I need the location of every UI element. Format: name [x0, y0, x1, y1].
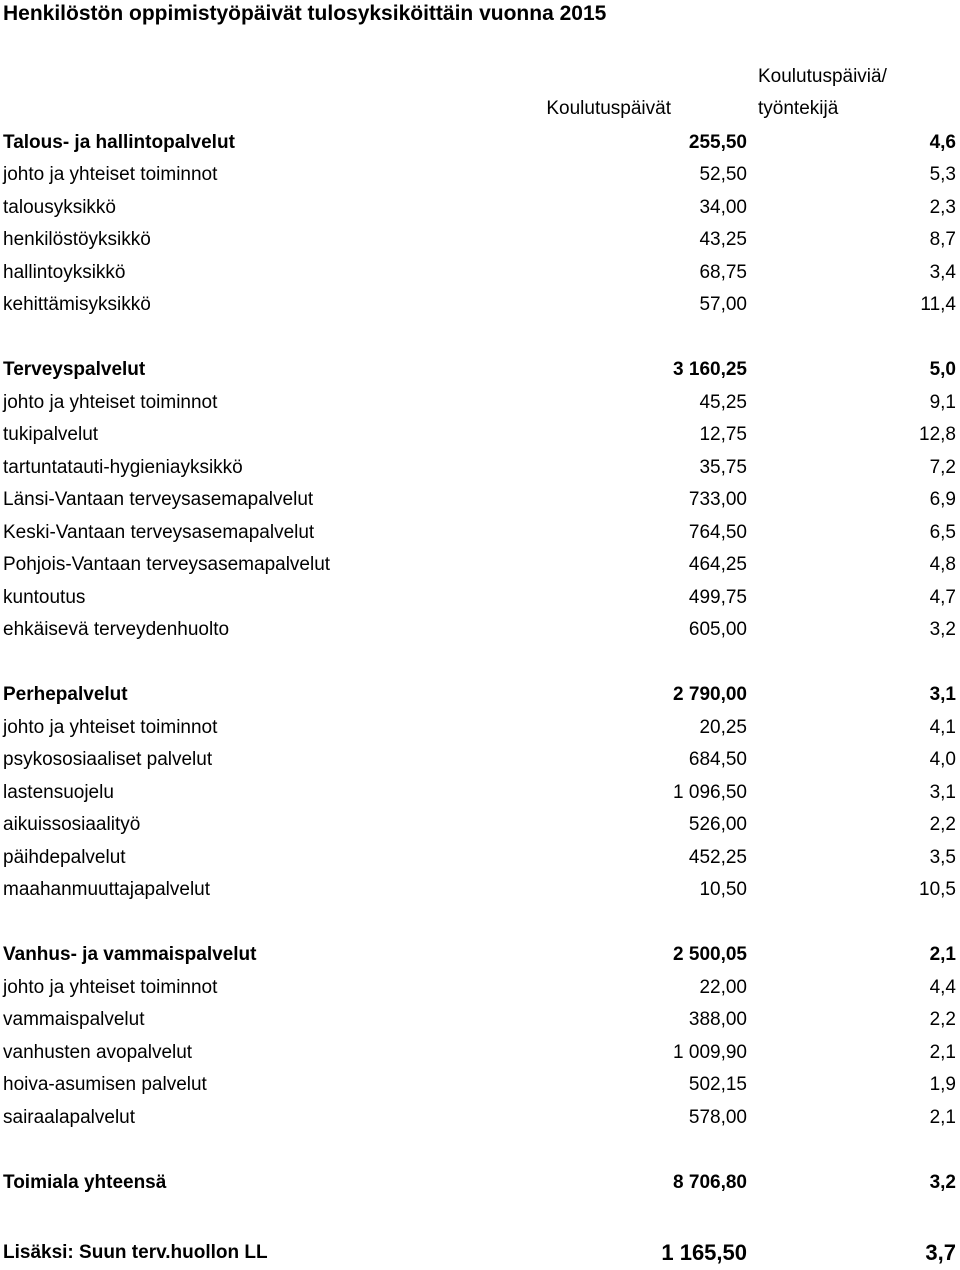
table-row-additional [0, 1238, 960, 1268]
row-name: Vanhus- ja vammaispalvelut [3, 944, 257, 965]
table-row [0, 290, 960, 320]
row-per-employee: 12,8 [919, 424, 956, 445]
column-header-per-employee-line2: työntekijä [758, 98, 839, 119]
row-name: lastensuojelu [3, 782, 114, 803]
table-row [0, 843, 960, 873]
report-title: Henkilöstön oppimistyöpäivät tulosyksiköittäin vuonna 2015 [3, 2, 607, 25]
row-name: hallintoyksikkö [3, 262, 126, 283]
row-name: johto ja yhteiset toiminnot [3, 977, 218, 998]
row-per-employee: 2,3 [929, 197, 956, 218]
row-per-employee: 10,5 [919, 879, 956, 900]
row-name: Länsi-Vantaan terveysasemapalvelut [3, 489, 314, 510]
row-per-employee: 3,1 [929, 782, 956, 803]
row-per-employee: 2,1 [929, 1107, 956, 1128]
row-name: vammaispalvelut [3, 1009, 145, 1030]
row-per-employee: 2,2 [929, 814, 956, 835]
row-name: sairaalapalvelut [3, 1107, 136, 1128]
row-days: 452,25 [688, 847, 747, 868]
row-per-employee: 3,5 [929, 847, 956, 868]
row-per-employee: 2,1 [929, 944, 956, 965]
row-days: 764,50 [688, 522, 747, 543]
row-name: Pohjois-Vantaan terveysasemapalvelut [3, 554, 331, 575]
row-days: 388,00 [688, 1009, 747, 1030]
table-row-total [0, 1168, 960, 1198]
row-days: 499,75 [688, 587, 747, 608]
table-row [0, 485, 960, 515]
row-days: 2 790,00 [673, 684, 747, 705]
row-days: 733,00 [688, 489, 747, 510]
row-days: 578,00 [688, 1107, 747, 1128]
row-name: henkilöstöyksikkö [3, 229, 151, 250]
row-name: tartuntatauti-hygieniayksikkö [3, 457, 243, 478]
row-days: 1 165,50 [661, 1240, 747, 1265]
row-name: johto ja yhteiset toiminnot [3, 717, 218, 738]
row-per-employee: 7,2 [929, 457, 956, 478]
row-per-employee: 2,1 [929, 1042, 956, 1063]
table-row [0, 875, 960, 905]
column-header-per-employee-line1: Koulutuspäiviä/ [758, 66, 887, 87]
row-per-employee: 3,2 [929, 1172, 956, 1193]
table-row [0, 193, 960, 223]
row-per-employee: 11,4 [920, 294, 956, 315]
table-row [0, 453, 960, 483]
row-per-employee: 5,3 [929, 164, 956, 185]
row-per-employee: 5,0 [929, 359, 956, 380]
table-row [0, 1103, 960, 1133]
row-per-employee: 4,6 [929, 132, 956, 153]
row-per-employee: 4,4 [929, 977, 956, 998]
row-name: Perhepalvelut [3, 684, 128, 705]
row-name: tukipalvelut [3, 424, 99, 445]
row-per-employee: 6,9 [929, 489, 956, 510]
row-days: 1 009,90 [673, 1042, 747, 1063]
row-name: vanhusten avopalvelut [3, 1042, 193, 1063]
row-days: 464,25 [688, 554, 747, 575]
row-per-employee: 6,5 [929, 522, 956, 543]
row-per-employee: 4,8 [929, 554, 956, 575]
row-days: 684,50 [688, 749, 747, 770]
row-days: 34,00 [699, 197, 747, 218]
row-per-employee: 3,4 [929, 262, 956, 283]
table-row [0, 420, 960, 450]
table-row [0, 973, 960, 1003]
row-days: 10,50 [699, 879, 747, 900]
table-row [0, 550, 960, 580]
table-row [0, 1070, 960, 1100]
row-name: psykososiaaliset palvelut [3, 749, 213, 770]
table-row [0, 225, 960, 255]
row-days: 502,15 [688, 1074, 747, 1095]
table-row [0, 258, 960, 288]
row-days: 35,75 [699, 457, 747, 478]
table-row [0, 745, 960, 775]
row-days: 12,75 [699, 424, 747, 445]
row-per-employee: 8,7 [929, 229, 956, 250]
row-per-employee: 4,0 [929, 749, 956, 770]
row-per-employee: 4,1 [929, 717, 956, 738]
row-per-employee: 4,7 [929, 587, 956, 608]
row-days: 45,25 [699, 392, 747, 413]
row-days: 22,00 [699, 977, 747, 998]
row-name: johto ja yhteiset toiminnot [3, 164, 218, 185]
row-days: 255,50 [688, 132, 747, 153]
row-name: Keski-Vantaan terveysasemapalvelut [3, 522, 315, 543]
table-row [0, 713, 960, 743]
table-row-group-terveys [0, 355, 960, 385]
row-name: päihdepalvelut [3, 847, 126, 868]
table-row-group-vanhus [0, 940, 960, 970]
row-name: Toimiala yhteensä [3, 1172, 167, 1193]
row-days: 8 706,80 [673, 1172, 747, 1193]
row-per-employee: 3,1 [929, 684, 956, 705]
row-name: aikuissosiaalityö [3, 814, 141, 835]
row-per-employee: 9,1 [929, 392, 956, 413]
row-days: 2 500,05 [673, 944, 747, 965]
column-header-days: Koulutuspäivät [546, 98, 671, 119]
row-per-employee: 3,7 [925, 1240, 956, 1265]
row-per-employee: 2,2 [929, 1009, 956, 1030]
table-row [0, 160, 960, 190]
row-name: kehittämisyksikkö [3, 294, 151, 315]
row-name: Terveyspalvelut [3, 359, 146, 380]
row-name: hoiva-asumisen palvelut [3, 1074, 207, 1095]
row-days: 43,25 [699, 229, 747, 250]
table-row [0, 1038, 960, 1068]
row-per-employee: 1,9 [929, 1074, 956, 1095]
row-name: talousyksikkö [3, 197, 116, 218]
row-days: 20,25 [699, 717, 747, 738]
table-row [0, 1005, 960, 1035]
table-row-group-talous [0, 128, 960, 158]
row-days: 605,00 [688, 619, 747, 640]
table-row [0, 615, 960, 645]
row-name: Lisäksi: Suun terv.huollon LL [3, 1242, 268, 1263]
row-name: ehkäisevä terveydenhuolto [3, 619, 230, 640]
table-row [0, 583, 960, 613]
table-row [0, 518, 960, 548]
row-name: kuntoutus [3, 587, 86, 608]
row-days: 52,50 [699, 164, 747, 185]
row-days: 57,00 [699, 294, 747, 315]
row-days: 3 160,25 [673, 359, 747, 380]
row-name: johto ja yhteiset toiminnot [3, 392, 218, 413]
row-name: maahanmuuttajapalvelut [3, 879, 211, 900]
row-days: 526,00 [688, 814, 747, 835]
row-days: 68,75 [699, 262, 747, 283]
row-name: Talous- ja hallintopalvelut [3, 132, 235, 153]
table-row [0, 810, 960, 840]
table-row [0, 388, 960, 418]
row-days: 1 096,50 [673, 782, 747, 803]
row-per-employee: 3,2 [929, 619, 956, 640]
table-row [0, 778, 960, 808]
table-row-group-perhe [0, 680, 960, 710]
